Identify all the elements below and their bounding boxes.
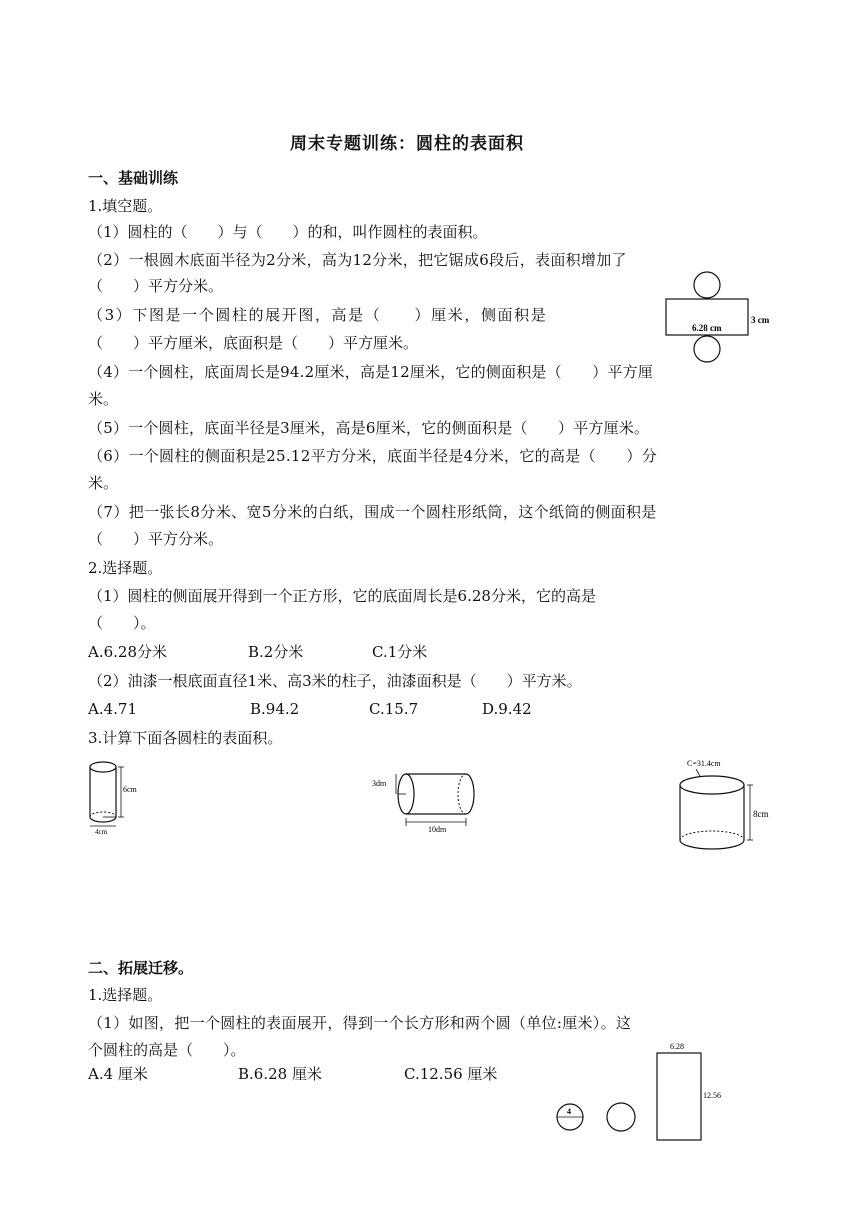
net1-width-label: 6.28 cm: [692, 323, 722, 333]
q1-item-5: （5）一个圆柱，底面半径是3厘米，高是6厘米，它的侧面积是（ ）平方厘米。: [88, 419, 650, 437]
q2-item-2-option-d: D.9.42: [482, 700, 532, 718]
section-1-heading: 一、基础训练: [88, 169, 179, 187]
q1-item-3-line2: （ ）平方厘米，底面积是（ ）平方厘米。: [88, 334, 419, 352]
q2-item-1-option-c: C.1分米: [372, 643, 428, 661]
q2-item-1-line1: （1）圆柱的侧面展开得到一个正方形，它的底面周长是6.28分米，它的高是: [88, 587, 596, 605]
sec2-q1-item-1-line1: （1）如图，把一个圆柱的表面展开，得到一个长方形和两个圆（单位:厘米）。这: [88, 1014, 632, 1032]
q3-label: 3.计算下面各圆柱的表面积。: [88, 729, 283, 747]
q1-item-1: （1）圆柱的（ ）与（ ）的和，叫作圆柱的表面积。: [88, 223, 488, 241]
q1-item-4-line2: 米。: [88, 390, 119, 408]
q1-item-2-line2: （ ）平方分米。: [88, 277, 224, 295]
net2-circle-2: [607, 1103, 635, 1131]
section-2-heading: 二、拓展迁移。: [88, 959, 194, 977]
q1-item-3-line1: （3）下图是一个圆柱的展开图，高是（ ）厘米，侧面积是: [88, 306, 548, 324]
q2-item-1-option-b: B.2分米: [248, 643, 304, 661]
q1-item-7-line1: （7）把一张长8分米、宽5分米的白纸，围成一个圆柱形纸筒，这个纸筒的侧面积是: [88, 503, 657, 521]
sec2-q1-option-c: C.12.56 厘米: [404, 1065, 498, 1083]
q1-item-7-line2: （ ）平方分米。: [88, 530, 224, 548]
sec2-q1-label: 1.选择题。: [88, 986, 163, 1004]
cylinder-figure-1: [84, 756, 154, 836]
cylinder-figure-3: [674, 752, 780, 856]
net-top-circle: [694, 272, 720, 298]
q2-item-2: （2）油漆一根底面直径1米、高3米的柱子，油漆面积是（ ）平方米。: [88, 672, 582, 690]
cyl2-height-label: 3dm: [372, 779, 387, 788]
cyl2-length-label: 10dm: [428, 825, 447, 834]
cyl1-diameter-label: 4cm: [95, 828, 108, 836]
page-title: 周末专题训练：圆柱的表面积: [290, 134, 524, 154]
cylinder-figure-2: [368, 764, 488, 834]
net2-height-label: 12.56: [703, 1091, 721, 1100]
sec2-q1-option-b: B.6.28 厘米: [238, 1065, 322, 1083]
net2-rectangle: [657, 1053, 701, 1140]
q1-item-6-line1: （6）一个圆柱的侧面积是25.12平方分米，底面半径是4分米，它的高是（ ）分: [88, 447, 658, 465]
q1-item-6-line2: 米。: [88, 474, 119, 492]
cyl3-circ-label: C=31.4cm: [687, 759, 721, 768]
net2-width-label: 6.28: [670, 1042, 684, 1051]
q1-item-4-line1: （4）一个圆柱，底面周长是94.2厘米，高是12厘米，它的侧面积是（ ）平方厘: [88, 363, 654, 381]
cylinder-net-figure-1: [662, 268, 782, 364]
cyl1-height-label: 6cm: [123, 785, 137, 794]
q2-label: 2.选择题。: [88, 559, 163, 577]
net1-height-label: 3 cm: [751, 315, 770, 325]
net-bottom-circle: [694, 336, 720, 362]
cylinder-net-figure-2: [548, 1040, 738, 1150]
q2-item-1-option-a: A.6.28分米: [88, 643, 167, 661]
q2-item-1-line2: （ ）。: [88, 614, 156, 632]
q2-item-2-option-c: C.15.7: [369, 700, 419, 718]
q2-item-2-option-a: A.4.71: [88, 700, 137, 718]
q1-item-2-line1: （2）一根圆木底面半径为2分米，高为12分米，把它锯成6段后，表面积增加了: [88, 251, 627, 269]
net2-circle-label: 4: [567, 1107, 571, 1116]
q1-label: 1.填空题。: [88, 197, 163, 215]
sec2-q1-item-1-line2: 个圆柱的高是（ ）。: [88, 1041, 246, 1059]
cyl3-height-label: 8cm: [753, 809, 769, 819]
q2-item-2-option-b: B.94.2: [250, 700, 300, 718]
sec2-q1-option-a: A.4 厘米: [88, 1065, 148, 1083]
